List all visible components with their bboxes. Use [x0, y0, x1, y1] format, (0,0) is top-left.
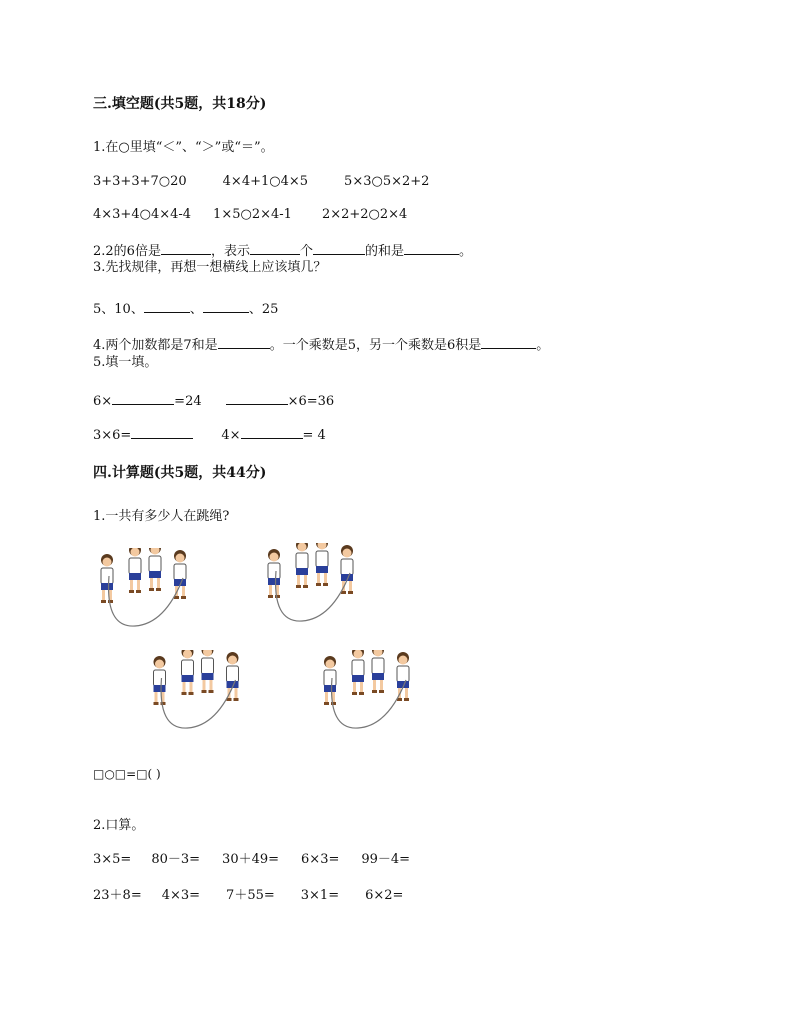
question-5-row-1: 6× =24 ×6=36 [93, 391, 334, 411]
answer-blank[interactable] [218, 335, 270, 349]
jump-rope-group-1 [95, 548, 205, 633]
section-3-heading: 三.填空题(共5题，共18分) [93, 96, 267, 112]
calc-question-2-prompt: 2.口算。 [93, 818, 145, 833]
question-1-row-2 [93, 206, 407, 224]
question-5-prompt: 5.填一填。 [93, 355, 158, 370]
comparison-item: 5×3○5×2+2 [344, 174, 430, 189]
question-3-sequence: 5、10、 、 、25 [93, 299, 278, 319]
calc-item: 6×3= [301, 852, 340, 867]
calc-item: 7＋55= [226, 888, 275, 903]
calc-question-1-answer: □○□=□( ) [93, 767, 161, 781]
answer-blank[interactable] [161, 241, 211, 255]
calc-item: 3×1= [300, 888, 340, 903]
question-1-row-1 [93, 173, 429, 191]
answer-blank[interactable] [404, 241, 459, 255]
calc-item: 80－3= [151, 852, 201, 867]
calc-question-1-prompt: 1.一共有多少人在跳绳? [93, 509, 230, 524]
question-4: 4.两个加数都是7和是 。一个乘数是5，另一个乘数是6积是 。 [93, 335, 549, 355]
question-1-prompt: 1.在○里填“＜”、“＞”或“＝”。 [93, 140, 274, 155]
comparison-item: 4×3+4○4×4-4 [93, 207, 192, 222]
jump-rope-group-3 [145, 650, 260, 735]
comparison-item: 2×2+2○2×4 [321, 207, 408, 222]
answer-blank[interactable] [241, 425, 303, 439]
calc-item: 23＋8= [93, 888, 142, 903]
calc-question-2-row-2 [93, 887, 403, 905]
comparison-item: 1×5○2×4-1 [213, 207, 292, 222]
comparison-item: 4×4+1○4×5 [222, 174, 309, 189]
answer-blank[interactable] [203, 299, 249, 313]
question-3-prompt: 3.先找规律，再想一想横线上应该填几？ [93, 260, 327, 275]
question-5-row-2: 3×6= 4× = 4 [93, 425, 326, 445]
answer-blank[interactable] [112, 391, 174, 405]
calc-item: 30＋49= [222, 852, 280, 867]
section-4-heading: 四.计算题(共5题，共44分) [93, 465, 267, 481]
calc-item: 6×2= [365, 888, 404, 903]
calc-question-2-row-1 [93, 851, 410, 869]
calc-item: 4×3= [161, 888, 201, 903]
calc-item: 3×5= [93, 852, 132, 867]
answer-blank[interactable] [250, 241, 300, 255]
answer-blank[interactable] [313, 241, 365, 255]
comparison-item: 3+3+3+7○20 [93, 174, 187, 189]
answer-blank[interactable] [481, 335, 536, 349]
jump-rope-group-2 [262, 543, 372, 628]
question-2: 2.2的6倍是 ，表示 个 的和是 。 [93, 241, 472, 261]
answer-blank[interactable] [131, 425, 193, 439]
calc-item: 99－4= [361, 852, 411, 867]
answer-blank[interactable] [226, 391, 288, 405]
jump-rope-group-4 [318, 650, 428, 735]
answer-blank[interactable] [144, 299, 190, 313]
